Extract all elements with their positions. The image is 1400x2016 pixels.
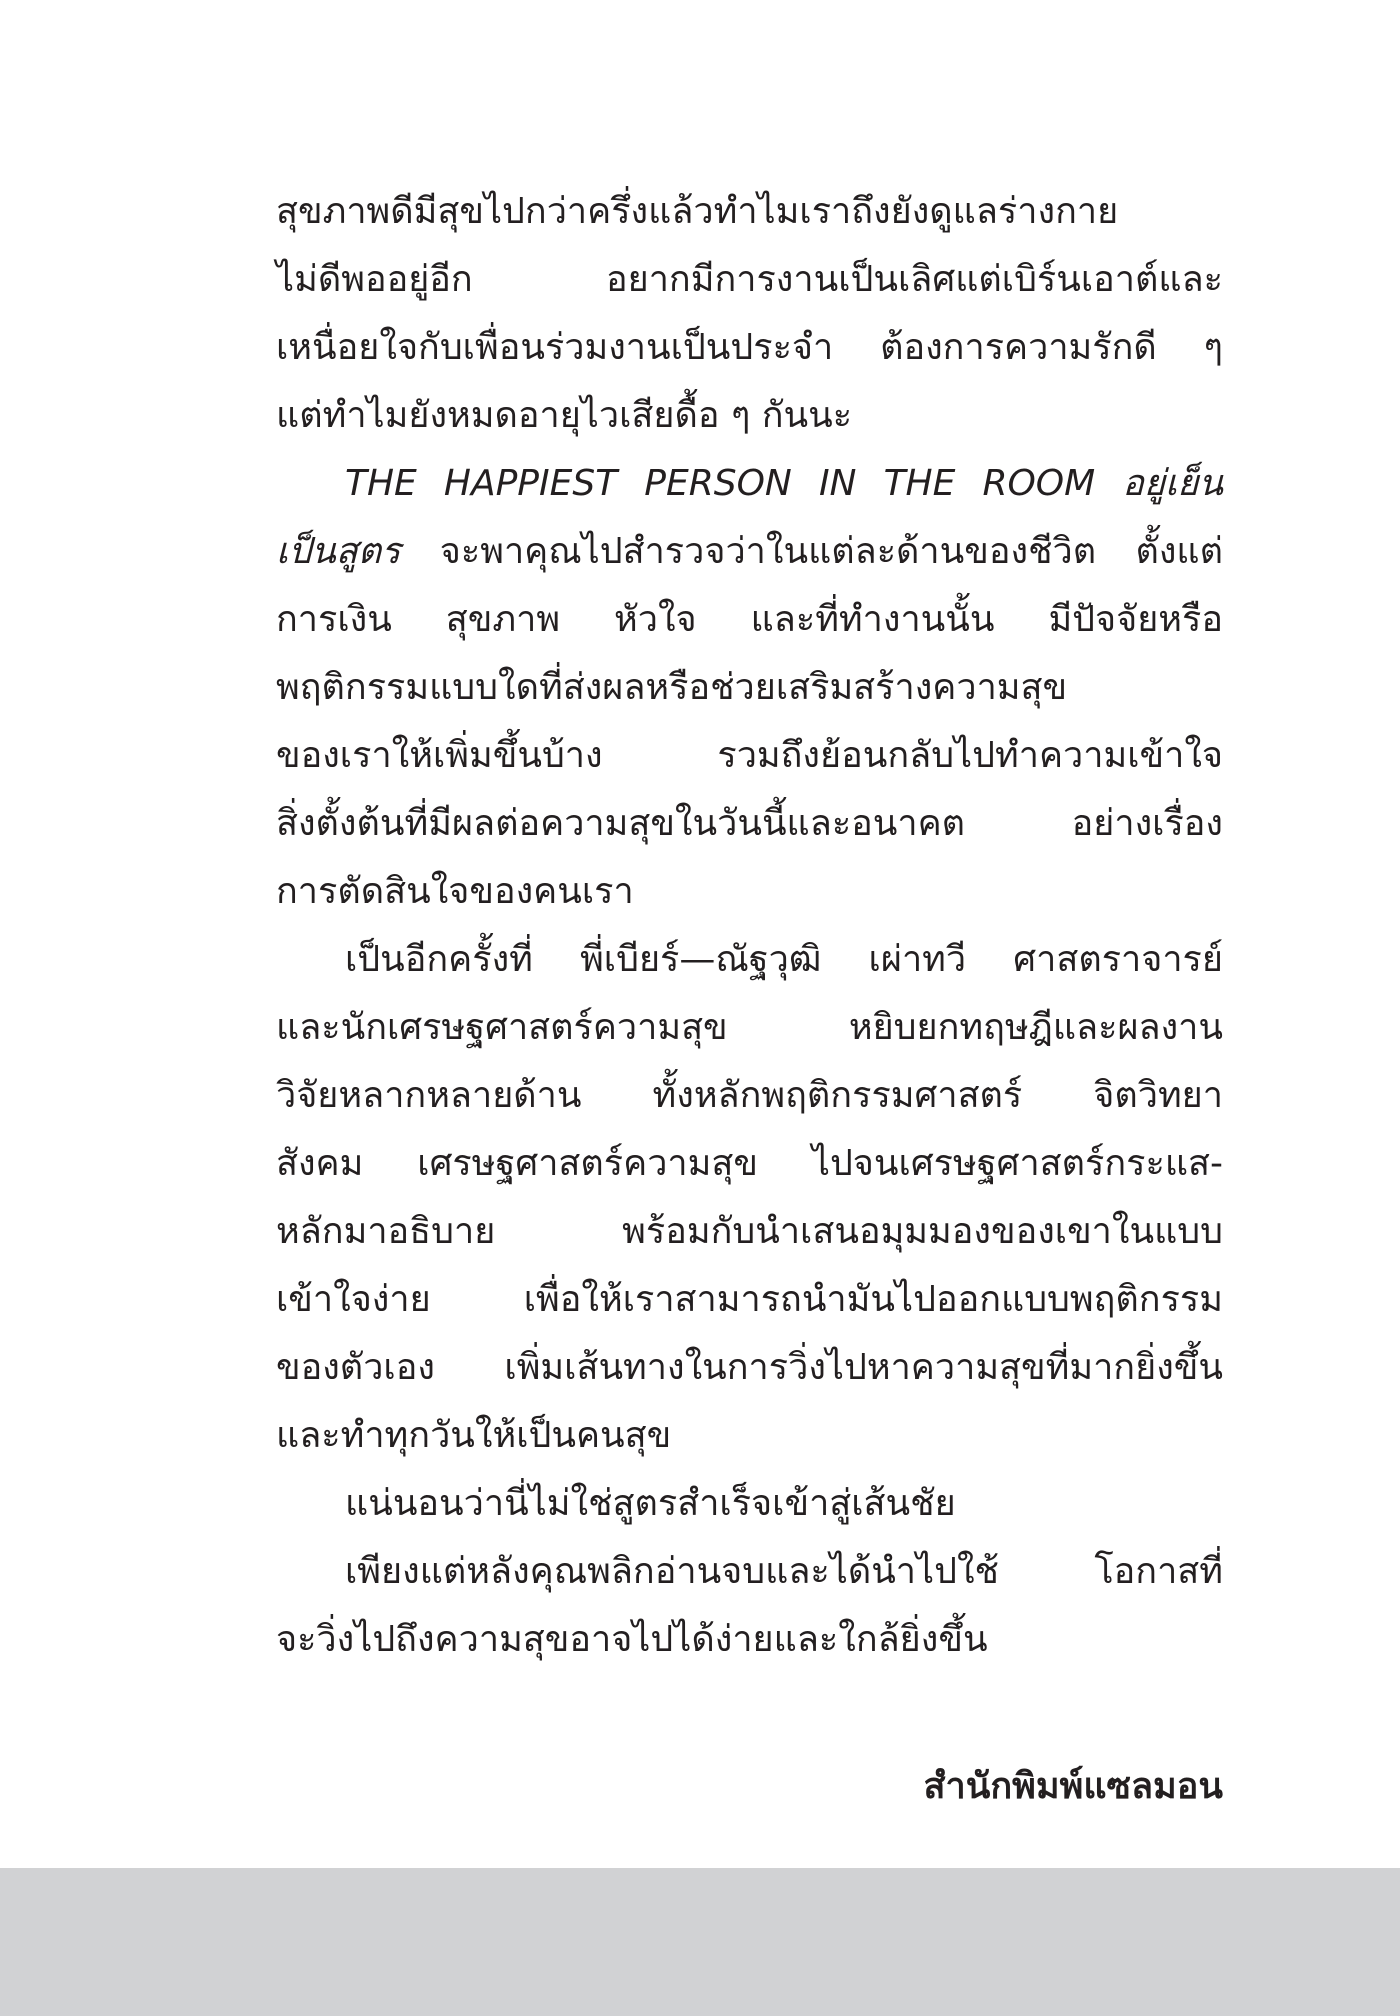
book-title-emphasis: THE HAPPIEST PERSON IN THE ROOM อยู่เย็น <box>345 463 1223 504</box>
text-line: เข้าใจง่าย เพื่อให้เราสามารถนำมันไปออกแบบพฤติกรรม <box>276 1279 1223 1320</box>
paragraph-1 <box>276 178 1223 450</box>
text-line: เพียงแต่หลังคุณพลิกอ่านจบและได้นำไปใช้ โอกาสที่ <box>345 1551 1223 1592</box>
text-line: การเงิน สุขภาพ หัวใจ และที่ทำงานนั้น มีปัจจัยหรือ <box>276 599 1223 640</box>
text-line: สุขภาพดีมีสุขไปกว่าครึ่งแล้วทำไมเราถึงยังดูแลร่างกาย <box>276 191 1119 232</box>
text-line: หลักมาอธิบาย พร้อมกับนำเสนอมุมมองของเขาในแบบ <box>276 1211 1223 1252</box>
text-line: เป็นอีกครั้งที่ พี่เบียร์—ณัฐวุฒิ เผ่าทวี ศาสตราจารย์ <box>345 939 1223 980</box>
paragraph-4 <box>276 1470 1223 1538</box>
paragraph-2 <box>276 450 1223 926</box>
book-title-emphasis: เป็นสูตร <box>276 531 401 572</box>
text-line: แน่นอนว่านี่ไม่ใช่สูตรสำเร็จเข้าสู่เส้นชัย <box>345 1483 956 1524</box>
text-line: การตัดสินใจของคนเรา <box>276 871 634 912</box>
text-line: จะวิ่งไปถึงความสุขอาจไปได้ง่ายและใกล้ยิ่งขึ้น <box>276 1619 988 1660</box>
text-line: สังคม เศรษฐศาสตร์ความสุข ไปจนเศรษฐศาสตร์กระแส- <box>276 1143 1223 1184</box>
text-line: ไม่ดีพออยู่อีก อยากมีการงานเป็นเลิศแต่เบิร์นเอาต์และ <box>276 259 1223 300</box>
text-line: สิ่งตั้งต้นที่มีผลต่อความสุขในวันนี้และอนาคต อย่างเรื่อง <box>276 803 1223 844</box>
paragraph-3 <box>276 926 1223 1470</box>
paragraph-5 <box>276 1538 1223 1674</box>
text-line: และทำทุกวันให้เป็นคนสุข <box>276 1415 672 1456</box>
publisher-name: สำนักพิมพ์แซลมอน <box>923 1766 1223 1807</box>
text-line <box>276 450 1223 518</box>
text-line: และนักเศรษฐศาสตร์ความสุข หยิบยกทฤษฎีและผลงาน <box>276 1007 1223 1048</box>
text-line <box>276 518 1223 586</box>
text-line: วิจัยหลากหลายด้าน ทั้งหลักพฤติกรรมศาสตร์ จิตวิทยา <box>276 1075 1223 1116</box>
body-text <box>276 178 1223 1674</box>
text-line: ของเราให้เพิ่มขึ้นบ้าง รวมถึงย้อนกลับไปทำความเข้าใจ <box>276 735 1223 776</box>
text-line: แต่ทำไมยังหมดอายุไวเสียดื้อ ๆ กันนะ <box>276 395 853 436</box>
text-line: พฤติกรรมแบบใดที่ส่งผลหรือช่วยเสริมสร้างความสุข <box>276 667 1068 708</box>
footer-band <box>0 1868 1400 2016</box>
text-line: ของตัวเอง เพิ่มเส้นทางในการวิ่งไปหาความสุขที่มากยิ่งขึ้น <box>276 1347 1223 1388</box>
text-line: เหนื่อยใจกับเพื่อนร่วมงานเป็นประจำ ต้องการความรักดี ๆ <box>276 327 1223 368</box>
text-segment: จะพาคุณไปสำรวจว่าในแต่ละด้านของชีวิต ตั้งแต่ <box>400 531 1223 572</box>
